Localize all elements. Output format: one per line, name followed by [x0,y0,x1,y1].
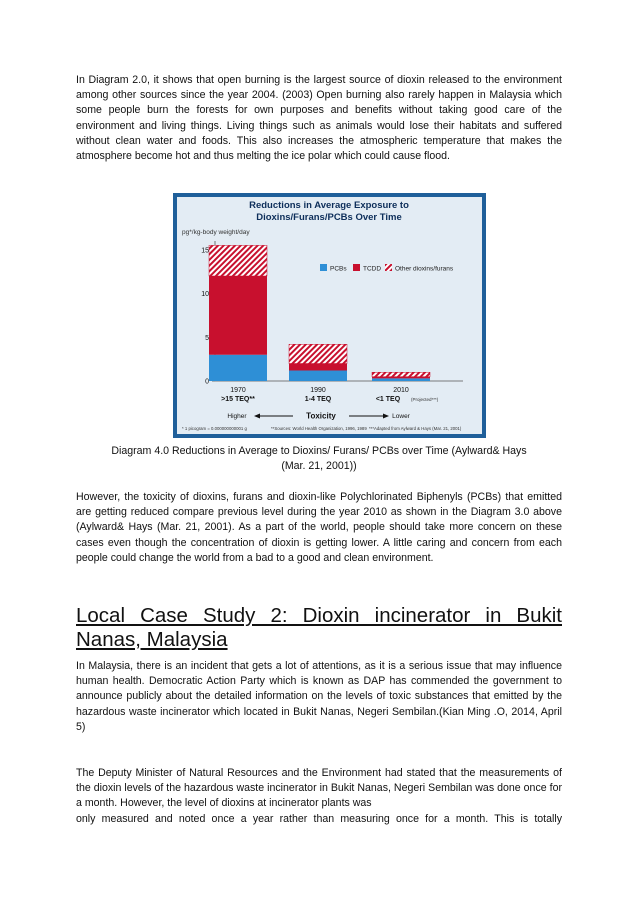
legend-swatch-other [385,264,392,271]
footnote-sources: **Sources: World Health Organization, 1996, 1989 [271,426,367,431]
dioxin-exposure-chart [173,193,486,438]
bar-1990-tcdd [289,364,347,371]
bar-2010-tcdd [372,377,430,379]
bar-1970-tcdd [209,276,267,355]
y-tick-label: 0 [205,378,209,386]
legend-label-pcbs: PCBs [330,265,347,273]
legend-label-other: Other dioxins/furans [395,265,454,273]
y-tick-label: 10 [201,291,209,298]
chart-title-line1: Reductions in Average Exposure to [249,200,409,211]
bar-1970-other [209,245,267,276]
y-tick-label: 15 [201,247,209,255]
category-year-1990: 1990 [310,387,326,394]
chart-title-line2: Dioxins/Furans/PCBs Over Time [256,212,402,223]
paragraph-deputy-minister-main: The Deputy Minister of Natural Resources and the Environment had stated that the measurements of the dioxin levels of the hazardous waste incinerator in Bukit Nanas, Negeri Sembilan was done once for a month. However, the level of dioxins at incinerator plants was [76,767,562,810]
category-year-2010: 2010 [393,387,409,394]
paragraph-deputy-minister [76,766,562,827]
higher-label: Higher [227,413,247,420]
bar-2010-other [372,372,430,376]
category-teq-1990: 1-4 TEQ [304,396,332,403]
footnote-adapted: ***Adapted from Aylward & Hays (Mar. 21, 2001) [369,426,462,431]
footnote-picogram: * 1 picogram = 0.000000000001 g [182,426,247,431]
section-heading-case-study: Local Case Study 2: Dioxin incinerator in Bukit Nanas, Malaysia [76,604,562,651]
paragraph-deputy-minister-last-line: only measured and noted once a year rather than measuring once for a month. This is totally [76,812,562,825]
toxicity-label: Toxicity [306,411,336,421]
paragraph-open-burning: In Diagram 2.0, it shows that open burning is the largest source of dioxin released to the environment among other sources since the year 2004. (2003) Open burning also rarely happen in Malaysia which some people burn the forests for own purposes and benefits without taking good care of the environment and living things. Living things such as animals would lose their habitats and suffered without clean water and foods. This also increases the atmospheric temperature that makes the atmosphere become hot and thus melting the ice polar which could cause flood. [76,74,562,163]
legend-label-tcdd: TCDD [363,265,382,273]
legend-swatch-pcbs [320,264,327,271]
figure-caption-line1: Diagram 4.0 Reductions in Average to Dioxins/ Furans/ PCBs over Time (Aylward& Hays [111,445,527,457]
bar-1970-pcbs [209,355,267,381]
bar-2010-pcbs [372,378,430,381]
figure-caption-line2: (Mar. 21, 2001)) [281,460,357,472]
y-tick-label: 5 [205,334,209,342]
category-teq-2010: <1 TEQ [375,396,401,403]
bar-1990-pcbs [289,371,347,382]
y-axis-unit: pg*/kg-body weight/day [182,229,250,236]
bar-1990-other [289,344,347,363]
category-projected-note: (Projected***) [411,397,439,402]
paragraph-toxicity: However, the toxicity of dioxins, furans and dioxin-like Polychlorinated Biphenyls (PCBs) that emitted are getting reduced compare previous level during the year 2010 as shown in the Diagram 3.0 above (Aylward& Hays (Mar. 21, 2001). As a part of the world, people should take more concern on these cases even though the concentration of dioxin is getting lower. A little caring and concern from each people could change the world from a bad to a good and clean environment. [76,491,562,564]
paragraph-dap-incident: In Malaysia, there is an incident that gets a lot of attentions, as it is a serious issue that may influence human health. Democratic Action Party which is known as DAP has commended the government to announce publicly about the detailed information on the levels of toxic substances that emitted by the hazardous waste incinerator which located in Bukit Nanas, Negeri Sembilan.(Kian Ming .O, 2014, April 5) [76,660,562,733]
lower-label: Lower [392,413,410,420]
category-teq-1970: >15 TEQ** [221,396,255,403]
legend-swatch-tcdd [353,264,360,271]
category-year-1970: 1970 [230,387,246,394]
